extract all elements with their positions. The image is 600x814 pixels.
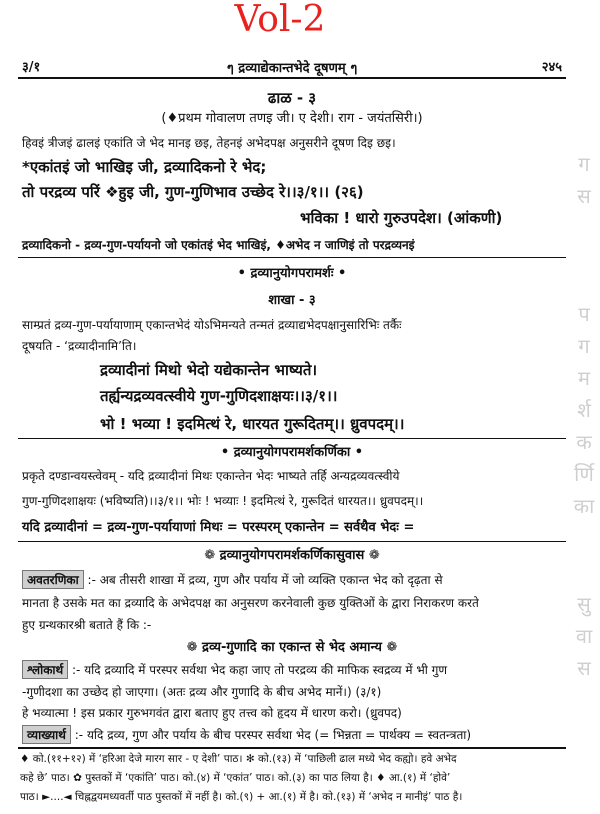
dhal-intro: हिवइं त्रीजइं ढालइं एकांति जे भेद मानइ छइ, तेहनइं अभेदपक्ष अनुसरीने दूषण दिइ छइ। — [22, 136, 396, 150]
margin-letter: सु — [577, 592, 591, 616]
avataranika-line-2: मानता है उसके मत का द्रव्यादि के अभेदपक्ष का अनुसरण करनेवाली कुछ युक्तिओं के द्वारा निराकरण करते — [22, 596, 479, 610]
section-rule-2 — [18, 438, 566, 439]
avataranika-line-1 — [22, 570, 443, 589]
shlokartha-line-1 — [22, 660, 447, 679]
sanskrit-verse-3: भो ! भव्या ! इदमित्थं रे, धारयत गुरूदितम्।। ध्रुवपदम्।। — [100, 415, 405, 433]
paramarsha-para-2: दूषयति - ‘द्रव्यादीनामि’ति। — [22, 339, 137, 353]
footnote-line-3: पाठ। ►....◄ चिह्नद्वयमध्यवर्ती पाठ पुस्तकों में नहीं है। को.(९) + आ.(१) में है। को.(१३) में ‘अभेद न मानीइं’ पाठ है। — [20, 791, 463, 803]
page-number-left: ३/१ — [22, 60, 41, 75]
margin-letter: म — [578, 366, 590, 390]
sanskrit-verse-2: तर्ह्यन्यद्रव्यवत्स्वीये गुण-गुणिदशाक्षयः।।३/१।। — [100, 387, 338, 405]
suvas-subheading: ❁ द्रव्य-गुणादि का एकान्त से भेद अमान्य ❁ — [186, 640, 398, 655]
shlokartha-line-2: -गुणीदशा का उच्छेद हो जाएगा। (अतः द्रव्य और गुणादि के बीच अभेद मानें।) (३/१) — [22, 685, 382, 699]
margin-letter: स — [577, 184, 591, 208]
margin-letter: का — [573, 494, 595, 518]
suvas-heading: ❁ द्रव्यानुयोगपरामर्शकर्णिकासुवास ❁ — [204, 548, 380, 563]
avataranika-text-1: :- अब तीसरी शाखा में द्रव्य, गुण और पर्याय में जो व्यक्ति एकान्त भेद को दृढ़ता से — [87, 573, 443, 587]
margin-letter: र्णि — [574, 462, 594, 486]
dhal-verse-2: तो परद्रव्य परिं ❖हुइ जी, गुण-गुणिभाव उच्छेद रे।।३/१।। (२६) — [22, 183, 364, 201]
vyakhyartha-text-1: :- यदि द्रव्य, गुण और पर्याय के बीच परस्पर सर्वथा भेद (= भिन्नता = पार्थक्य = स्वतन्त्रता) — [74, 728, 472, 742]
shlokartha-text-1: :- यदि द्रव्यादि में परस्पर सर्वथा भेद कहा जाए तो परद्रव्य की माफिक स्वद्रव्य में भी गुण — [72, 663, 448, 677]
shlokartha-label: श्लोकार्थ — [22, 660, 68, 679]
dhal-heading: ढाळ - ३ — [267, 89, 317, 107]
avataranika-line-3: हुए ग्रन्थकारश्री बताते हैं कि :- — [22, 618, 152, 632]
section-rule-1 — [18, 257, 566, 258]
page-number-right: २४५ — [541, 60, 562, 75]
karnika-line-2: गुण-गुणिदशाक्षयः (भविष्यति)।।३/१।। भोः ! भव्याः ! इदमित्थं रे, गुरूदितं धारयत।। ध्रुवपदम्।। — [22, 494, 424, 508]
margin-letter: ग — [578, 152, 590, 176]
karnika-gloss: यदि द्रव्यादीनां = द्रव्य-गुण-पर्यायाणां मिथः = परस्परम् एकान्तेन = सर्वथैव भेदः = — [22, 520, 415, 535]
karnika-line-1: प्रकृते दण्डान्वयस्त्वेवम् - यदि द्रव्यादीनां मिथः एकान्तेन भेदः भाष्यते तर्हि अन्यद्रव्यवत्स्वीये — [22, 469, 400, 483]
margin-letter: वा — [575, 624, 593, 648]
footnote-line-2: कहे छे’ पाठ। ✿ पुस्तकों में ‘एकांति’ पाठ। को.(४) में ‘एकांत’ पाठ। को.(३) का पाठ लिया है। ♦ आ.(१) में ‘होवे’ — [20, 772, 451, 784]
footnote-rule — [18, 747, 566, 749]
margin-letter: स — [577, 656, 591, 680]
volume-label: Vol-2 — [234, 0, 326, 40]
dhal-verse-1: *एकांतइं जो भाखिइ जी, द्रव्यादिकनो रे भेद; — [22, 158, 267, 176]
paramarsha-heading: • द्रव्यानुयोगपरामर्शः • — [237, 266, 347, 281]
dhal-verse-3: भविका ! धारो गुरुउपदेश। (आंकणी) — [300, 209, 503, 227]
karnika-heading: • द्रव्यानुयोगपरामर्शकर्णिका • — [220, 445, 364, 460]
running-head — [22, 57, 562, 77]
paramarsha-para-1: साम्प्रतं द्रव्य-गुण-पर्यायाणाम् एकान्तभेदं योऽभिमन्यते तन्मतं द्रव्याद्यभेदपक्षानुसारिभिः तर्कैः — [22, 318, 402, 332]
dhruvpad-line: हे भव्यात्मा ! इस प्रकार गुरुभगवंत द्वारा बताए हुए तत्त्व को हृदय में धारण करो। (ध्रुवपद) — [22, 706, 402, 720]
shakha-heading: शाखा - ३ — [268, 293, 316, 308]
sanskrit-verse-1: द्रव्यादीनां मिथो भेदो यद्येकान्तेन भाष्यते। — [100, 361, 318, 379]
margin-letter: प — [578, 302, 590, 326]
margin-letter: क — [576, 430, 592, 454]
dhal-gloss: द्रव्यादिकनो - द्रव्य-गुण-पर्यायनो जो एकांतइं भेद भाखिइं, ♦अभेद न जाणिइं तो परद्रव्यनइं — [22, 238, 415, 252]
header-rule — [18, 77, 566, 79]
footnote-line-1: ♦ को.(११+१२) में ‘हरिआ देजे मारग सार - ए देशी’ पाठ। ✻ को.(१३) में ‘पाछिली ढाल मध्ये भेद कह्यो। हवे अभेद — [20, 753, 457, 765]
running-title: ๆ द्रव्याद्येकान्तभेदे दूषणम् ๆ — [226, 61, 358, 76]
margin-letter: ग — [578, 334, 590, 358]
margin-letter: र्श — [577, 398, 591, 422]
section-rule-3 — [18, 541, 566, 542]
vyakhyartha-label: व्याख्यार्थ — [22, 725, 71, 744]
avataranika-label: अवतरणिका — [22, 570, 84, 589]
dhal-subheading: (♦प्रथम गोवालण तणइ जी। ए देशी। राग - जयंतसिरी।) — [161, 111, 423, 126]
vyakhyartha-line-1 — [22, 725, 471, 744]
